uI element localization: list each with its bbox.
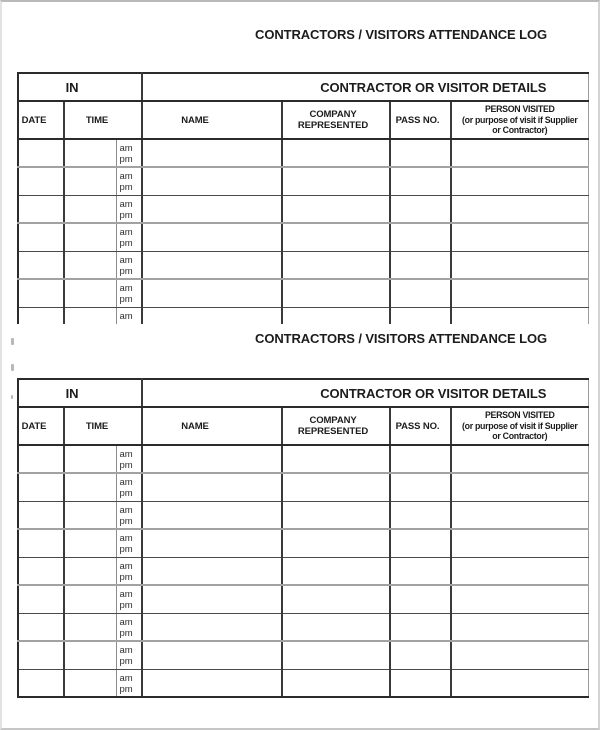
person-entry-cell xyxy=(451,445,588,473)
pm-label: pm xyxy=(119,515,133,527)
date-entry-cell xyxy=(18,529,64,557)
pass-entry-cell xyxy=(390,669,451,697)
time-entry-cell xyxy=(64,529,116,557)
ampm-cell xyxy=(116,139,142,167)
col-header-person-line2: (or purpose of visit if Supplier xyxy=(462,420,578,431)
time-entry-cell xyxy=(64,669,116,697)
am-label: am xyxy=(119,227,133,238)
col-header-person-visited xyxy=(451,407,588,445)
ampm-cell xyxy=(116,501,142,529)
date-entry-cell xyxy=(18,613,64,641)
col-header-name: NAME xyxy=(142,101,282,139)
pass-entry-cell xyxy=(390,557,451,585)
am-label: am xyxy=(119,198,133,210)
page-edge-artifact xyxy=(11,338,14,345)
name-entry-cell xyxy=(142,307,282,324)
pm-label: pm xyxy=(119,600,133,611)
pass-entry-cell xyxy=(390,139,451,167)
pass-entry-cell xyxy=(390,307,451,324)
person-entry-cell xyxy=(451,501,588,529)
entry-row xyxy=(18,279,588,307)
ampm-cell xyxy=(116,195,142,223)
entry-row xyxy=(18,641,588,669)
pass-entry-cell xyxy=(390,473,451,501)
pm-label: pm xyxy=(119,154,133,165)
details-header: CONTRACTOR OR VISITOR DETAILS xyxy=(142,73,588,101)
name-entry-cell xyxy=(142,223,282,251)
am-label: am xyxy=(119,560,133,572)
col-header-person-line2: (or purpose of visit if Supplier xyxy=(462,114,578,125)
pass-entry-cell xyxy=(390,529,451,557)
ampm-cell xyxy=(116,167,142,195)
page-title: CONTRACTORS / VISITORS ATTENDANCE LOG xyxy=(255,27,547,42)
pm-label: pm xyxy=(119,488,133,499)
am-label: am xyxy=(119,477,133,488)
details-header: CONTRACTOR OR VISITOR DETAILS xyxy=(142,379,588,407)
am-label: am xyxy=(119,589,133,600)
date-entry-cell xyxy=(18,251,64,279)
person-entry-cell xyxy=(451,279,588,307)
person-entry-cell xyxy=(451,167,588,195)
pm-label: pm xyxy=(119,627,133,639)
date-entry-cell xyxy=(18,557,64,585)
entry-row xyxy=(18,445,588,473)
column-header-row xyxy=(18,101,588,139)
col-header-time: TIME xyxy=(64,101,142,139)
company-entry-cell xyxy=(282,251,390,279)
person-entry-cell xyxy=(451,641,588,669)
am-label: am xyxy=(119,310,133,322)
ampm-cell xyxy=(116,279,142,307)
time-entry-cell xyxy=(64,307,116,324)
ampm-cell xyxy=(116,613,142,641)
name-entry-cell xyxy=(142,279,282,307)
am-label: am xyxy=(119,171,133,182)
person-entry-cell xyxy=(451,557,588,585)
date-entry-cell xyxy=(18,585,64,613)
pass-entry-cell xyxy=(390,279,451,307)
entry-row xyxy=(18,167,588,195)
company-entry-cell xyxy=(282,223,390,251)
entry-row xyxy=(18,473,588,501)
pass-entry-cell xyxy=(390,585,451,613)
date-entry-cell xyxy=(18,279,64,307)
column-header-row xyxy=(18,407,588,445)
pm-label: pm xyxy=(119,656,133,667)
name-entry-cell xyxy=(142,445,282,473)
name-entry-cell xyxy=(142,139,282,167)
date-entry-cell xyxy=(18,139,64,167)
entry-row xyxy=(18,195,588,223)
page-edge-artifact xyxy=(11,364,14,371)
entry-row xyxy=(18,529,588,557)
pm-label: pm xyxy=(119,544,133,555)
name-entry-cell xyxy=(142,501,282,529)
col-header-company-line1: COMPANY xyxy=(309,109,357,120)
company-entry-cell xyxy=(282,669,390,697)
ampm-cell xyxy=(116,251,142,279)
person-entry-cell xyxy=(451,473,588,501)
person-entry-cell xyxy=(451,139,588,167)
col-header-time: TIME xyxy=(64,407,142,445)
col-header-company-line2: REPRESENTED xyxy=(297,120,369,131)
in-details-header-row xyxy=(18,73,588,101)
company-entry-cell xyxy=(282,445,390,473)
time-entry-cell xyxy=(64,445,116,473)
am-label: am xyxy=(119,504,133,516)
ampm-cell xyxy=(116,641,142,669)
entry-row xyxy=(18,585,588,613)
company-entry-cell xyxy=(282,613,390,641)
pm-label: pm xyxy=(119,265,133,277)
entry-row xyxy=(18,223,588,251)
company-entry-cell xyxy=(282,139,390,167)
ampm-cell xyxy=(116,585,142,613)
pass-entry-cell xyxy=(390,223,451,251)
company-entry-cell xyxy=(282,585,390,613)
entry-row xyxy=(18,251,588,279)
col-header-person-line3: or Contractor) xyxy=(492,125,548,136)
am-label: am xyxy=(119,616,133,628)
company-entry-cell xyxy=(282,529,390,557)
entry-row xyxy=(18,613,588,641)
name-entry-cell xyxy=(142,613,282,641)
date-entry-cell xyxy=(18,501,64,529)
am-label: am xyxy=(119,645,133,656)
col-header-person-line3: or Contractor) xyxy=(492,431,548,442)
in-header: IN xyxy=(18,73,142,101)
pass-entry-cell xyxy=(390,195,451,223)
time-entry-cell xyxy=(64,195,116,223)
date-entry-cell xyxy=(18,167,64,195)
company-entry-cell xyxy=(282,307,390,324)
name-entry-cell xyxy=(142,557,282,585)
am-label: am xyxy=(119,533,133,544)
in-header: IN xyxy=(18,379,142,407)
in-details-header-row xyxy=(18,379,588,407)
person-entry-cell xyxy=(451,585,588,613)
date-entry-cell xyxy=(18,223,64,251)
col-header-person-line1: PERSON VISITED xyxy=(484,104,555,115)
entry-row xyxy=(18,557,588,585)
company-entry-cell xyxy=(282,473,390,501)
time-entry-cell xyxy=(64,279,116,307)
attendance-log-table-1 xyxy=(17,72,589,324)
col-header-date: DATE xyxy=(18,407,64,445)
time-entry-cell xyxy=(64,167,116,195)
person-entry-cell xyxy=(451,613,588,641)
pm-label: pm xyxy=(119,460,133,471)
name-entry-cell xyxy=(142,641,282,669)
ampm-cell xyxy=(116,445,142,473)
pass-entry-cell xyxy=(390,641,451,669)
am-label: am xyxy=(119,283,133,294)
ampm-cell xyxy=(116,669,142,697)
name-entry-cell xyxy=(142,195,282,223)
ampm-cell xyxy=(116,529,142,557)
pm-label: pm xyxy=(119,209,133,221)
name-entry-cell xyxy=(142,669,282,697)
col-header-name: NAME xyxy=(142,407,282,445)
date-entry-cell xyxy=(18,445,64,473)
pm-label: pm xyxy=(119,238,133,249)
page-title: CONTRACTORS / VISITORS ATTENDANCE LOG xyxy=(255,331,547,346)
ampm-cell xyxy=(116,557,142,585)
company-entry-cell xyxy=(282,557,390,585)
person-entry-cell xyxy=(451,529,588,557)
col-header-company xyxy=(282,101,390,139)
ampm-cell xyxy=(116,473,142,501)
time-entry-cell xyxy=(64,251,116,279)
pass-entry-cell xyxy=(390,613,451,641)
name-entry-cell xyxy=(142,251,282,279)
am-label: am xyxy=(119,672,133,684)
person-entry-cell xyxy=(451,223,588,251)
name-entry-cell xyxy=(142,529,282,557)
time-entry-cell xyxy=(64,613,116,641)
person-entry-cell xyxy=(451,195,588,223)
am-label: am xyxy=(119,449,133,460)
company-entry-cell xyxy=(282,195,390,223)
name-entry-cell xyxy=(142,585,282,613)
date-entry-cell xyxy=(18,307,64,324)
entry-row-partial xyxy=(18,307,588,324)
entry-row xyxy=(18,139,588,167)
pm-label: pm xyxy=(119,182,133,193)
time-entry-cell xyxy=(64,557,116,585)
pm-label: pm xyxy=(119,294,133,305)
person-entry-cell xyxy=(451,307,588,324)
time-entry-cell xyxy=(64,501,116,529)
date-entry-cell xyxy=(18,473,64,501)
company-entry-cell xyxy=(282,501,390,529)
time-entry-cell xyxy=(64,139,116,167)
col-header-person-line1: PERSON VISITED xyxy=(484,410,555,421)
name-entry-cell xyxy=(142,473,282,501)
person-entry-cell xyxy=(451,669,588,697)
col-header-pass-no: PASS NO. xyxy=(390,101,451,139)
company-entry-cell xyxy=(282,167,390,195)
col-header-company-line2: REPRESENTED xyxy=(297,426,369,437)
page-edge-artifact xyxy=(11,395,13,399)
col-header-date: DATE xyxy=(18,101,64,139)
pass-entry-cell xyxy=(390,251,451,279)
company-entry-cell xyxy=(282,279,390,307)
name-entry-cell xyxy=(142,167,282,195)
entry-row xyxy=(18,669,588,697)
col-header-person-visited xyxy=(451,101,588,139)
col-header-company-line1: COMPANY xyxy=(309,415,357,426)
pass-entry-cell xyxy=(390,445,451,473)
time-entry-cell xyxy=(64,473,116,501)
ampm-cell xyxy=(116,223,142,251)
time-entry-cell xyxy=(64,585,116,613)
date-entry-cell xyxy=(18,669,64,697)
am-label: am xyxy=(119,254,133,266)
col-header-company xyxy=(282,407,390,445)
attendance-log-table-2 xyxy=(17,378,589,698)
time-entry-cell xyxy=(64,641,116,669)
pm-label: pm xyxy=(119,571,133,583)
pm-label: pm xyxy=(119,683,133,695)
col-header-pass-no: PASS NO. xyxy=(390,407,451,445)
company-entry-cell xyxy=(282,641,390,669)
pass-entry-cell xyxy=(390,167,451,195)
pass-entry-cell xyxy=(390,501,451,529)
person-entry-cell xyxy=(451,251,588,279)
am-label: am xyxy=(119,143,133,154)
time-entry-cell xyxy=(64,223,116,251)
date-entry-cell xyxy=(18,195,64,223)
entry-row xyxy=(18,501,588,529)
ampm-cell xyxy=(116,307,142,324)
date-entry-cell xyxy=(18,641,64,669)
